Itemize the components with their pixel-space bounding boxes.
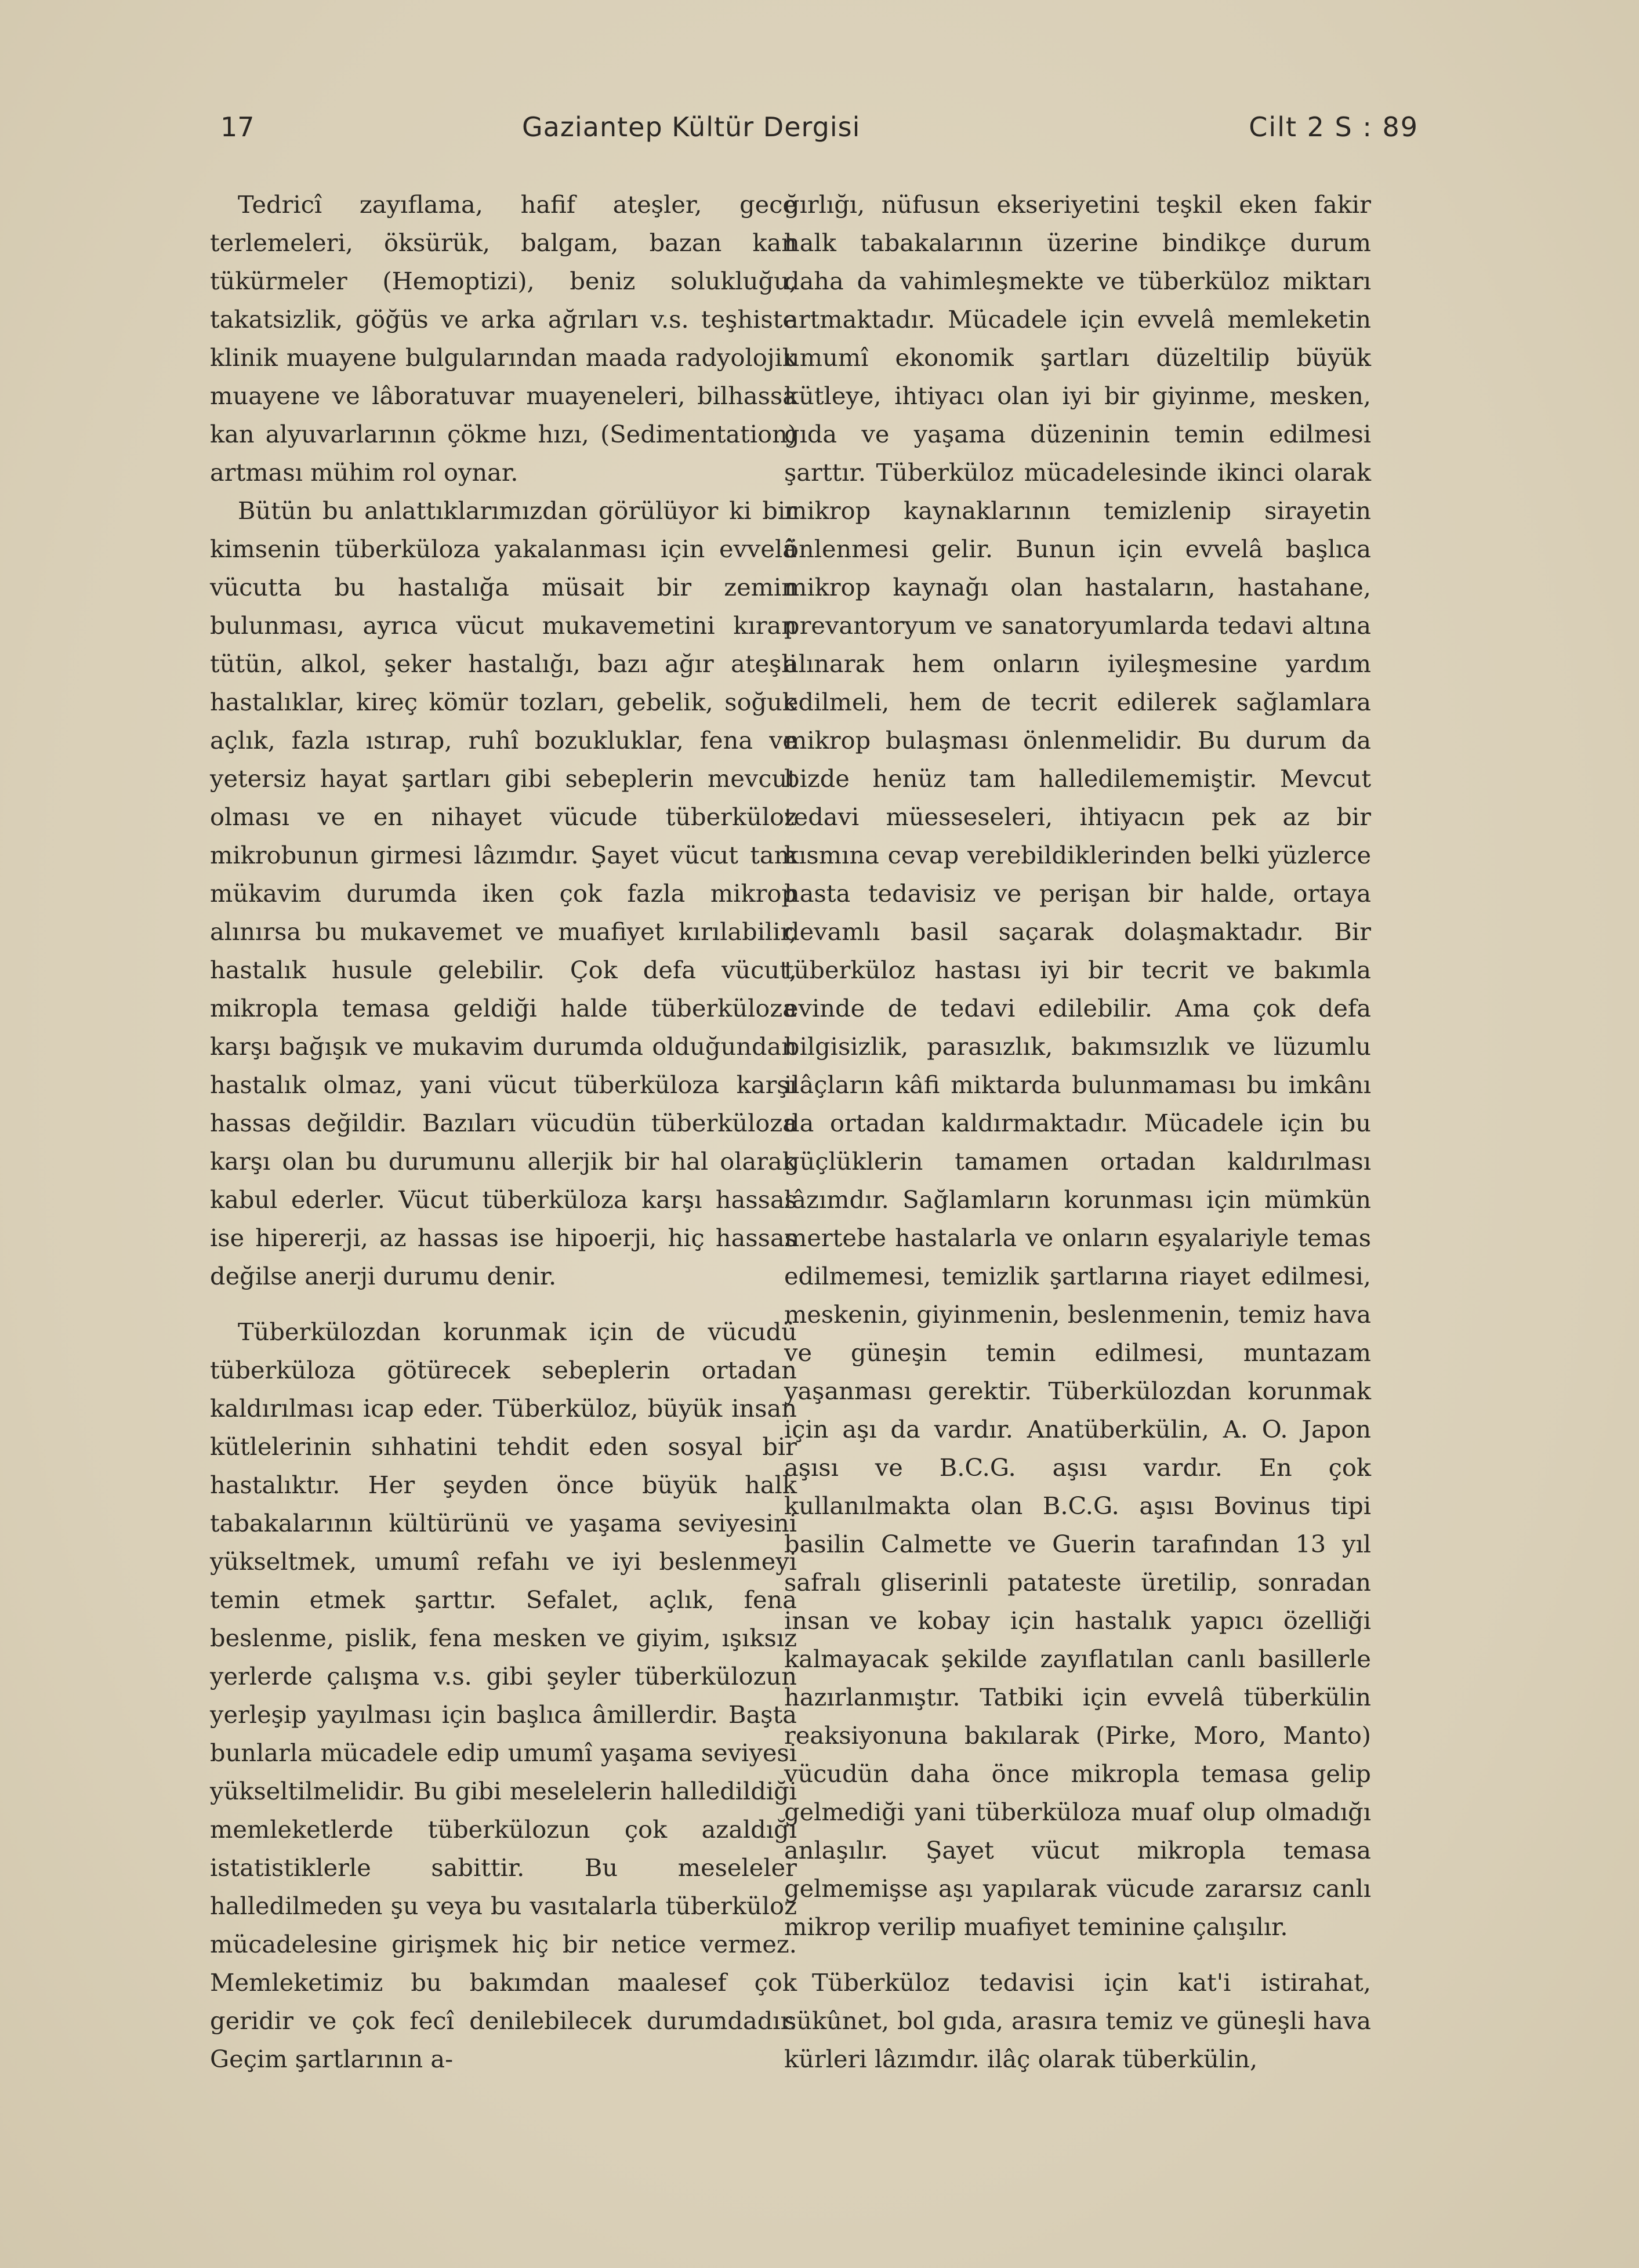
paragraph: Tüberkülozdan korunmak için de vücudü tüberküloza götürecek sebeplerin ortadan kaldırılması icap eder. Tüberküloz, büyük insan kütlelerinin sıhhatini tehdit eden sosyal bir hastalıktır. Her şeyden önce büyük halk tabakalarının kültürünü ve yaşama seviyesini yükseltmek, umumî refahı ve iyi beslenmeyi temin etmek şarttır. Sefalet, açlık, fena beslenme, pislik, fena mesken ve giyim, ışıksız yerlerde çalışma v.s. gibi şeyler tüberkülozun yerleşip yayılması için başlıca âmillerdir. Başta bunlarla mücadele edip umumî yaşama seviyesi yükseltilmelidir. Bu gibi meselelerin halledildiği memleketlerde tüberkülozun çok azaldığı istatistiklerle sabittir. Bu meseleler halledilmeden şu veya bu vasıtalarla tüberküloz mücadelesine girişmek hiç bir netice vermez. Memleketimiz bu bakımdan maalesef çok geridir ve çok fecî denilebilecek durumdadır. Geçim şartlarının a- (210, 1318, 797, 2073)
left-column (210, 186, 797, 2078)
page-header (220, 111, 1419, 158)
page-number: 17 (220, 111, 255, 143)
paragraph: ğırlığı, nüfusun ekseriyetini teşkil eken fakir halk tabakalarının üzerine bindikçe durum daha da vahimleşmekte ve tüberküloz miktarı artmaktadır. Mücadele için evvelâ memleketin umumî ekonomik şartları düzeltilip büyük kütleye, ihtiyacı olan iyi bir giyinme, mesken, gıda ve yaşama düzeninin temin edilmesi şarttır. Tüberküloz mücadelesinde ikinci olarak mikrop kaynaklarının temizlenip sirayetin önlenmesi gelir. Bunun için evvelâ başlıca mikrop kaynağı olan hastaların, hastahane, prevantoryum ve sanatoryumlarda tedavi altına alınarak hem onların iyileşmesine yardım edilmeli, hem de tecrit edilerek sağlamlara mikrop bulaşması önlenmelidir. Bu durum da bizde henüz tam halledilememiştir. Mevcut tedavi müesseseleri, ihtiyacın pek az bir kısmına cevap verebildiklerinden belki yüzlerce hasta tedavisiz ve perişan bir halde, ortaya devamlı basil saçarak dolaşmaktadır. Bir tüberküloz hastası iyi bir tecrit ve bakımla evinde de tedavi edilebilir. Ama çok defa bilgisizlik, parasızlık, bakımsızlık ve lüzumlu ilâçların kâfi miktarda bulunmaması bu imkânı da ortadan kaldırmaktadır. Mücadele için bu güçlüklerin tamamen ortadan kaldırılması lâzımdır. Sağlamların korunması için mümkün mertebe hastalarla ve onların eşyalariyle temas edilmemesi, temizlik şartlarına riayet edilmesi, meskenin, giyinmenin, beslenmenin, temiz hava ve güneşin temin edilmesi, muntazam yaşanması gerektir. Tüberkülozdan korunmak için aşı da vardır. Anatüberkülin, A. O. Japon aşısı ve B.C.G. aşısı vardır. En çok kullanılmakta olan B.C.G. aşısı Bovinus tipi basilin Calmette ve Guerin tarafından 13 yıl safralı gliserinli patateste üretilip, sonradan insan ve kobay için hastalık yapıcı özelliği kalmayacak şekilde zayıflatılan canlı basillerle hazırlanmıştır. Tatbiki için evvelâ tüberkülin reaksiyonuna bakılarak (Pirke, Moro, Manto) vücudün daha önce mikropla temasa gelip gelmediği yani tüberküloza muaf olup olmadığı anlaşılır. Şayet vücut mikropla temasa gelmemişse aşı yapılarak vücude zararsız canlı mikrop verilip muafiyet teminine çalışılır. (784, 190, 1371, 1941)
paragraph: Tüberküloz tedavisi için kat'i istirahat, sükûnet, bol gıda, arasıra temiz ve güneşli hava kürleri lâzımdır. ilâç olarak tüberkülin, (784, 1968, 1371, 2073)
volume-issue: Cilt 2 S : 89 (1249, 111, 1419, 143)
paragraph: Tedricî zayıflama, hafif ateşler, gece terlemeleri, öksürük, balgam, bazan kan tükürmeler (Hemoptizi), beniz solukluğu, takatsizlik, göğüs ve arka ağrıları v.s. teşhiste klinik muayene bulgularından maada radyolojik muayene ve lâboratuvar muayeneleri, bilhassa kan alyuvarlarının çökme hızı, (Sedimentation) artması mühim rol oynar. (210, 190, 797, 487)
paragraph: Bütün bu anlattıklarımızdan görülüyor ki bir kimsenin tüberküloza yakalanması için evvelâ vücutta bu hastalığa müsait bir zemin bulunması, ayrıca vücut mukavemetini kıran tütün, alkol, şeker hastalığı, bazı ağır ateşli hastalıklar, kireç kömür tozları, gebelik, soğuk açlık, fazla ıstırap, ruhî bozukluklar, fena ve yetersiz hayat şartları gibi sebeplerin mevcut olması ve en nihayet vücude tüberküloz mikrobunun girmesi lâzımdır. Şayet vücut tam mükavim durumda iken çok fazla mikrop alınırsa bu mukavemet ve muafiyet kırılabilir, hastalık husule gelebilir. Çok defa vücut, mikropla temasa geldiği halde tüberküloza karşı bağışık ve mukavim durumda olduğundan hastalık olmaz, yani vücut tüberküloza karşı hassas değildir. Bazıları vücudün tüberküloza karşı olan bu durumunu allerjik bir hal olarak kabul ederler. Vücut tüberküloza karşı hassas ise hipererji, az hassas ise hipoerji, hiç hassas değilse anerji durumu denir. (210, 496, 797, 1290)
right-column (784, 186, 1371, 2078)
journal-title: Gaziantep Kültür Dergisi (522, 111, 861, 143)
